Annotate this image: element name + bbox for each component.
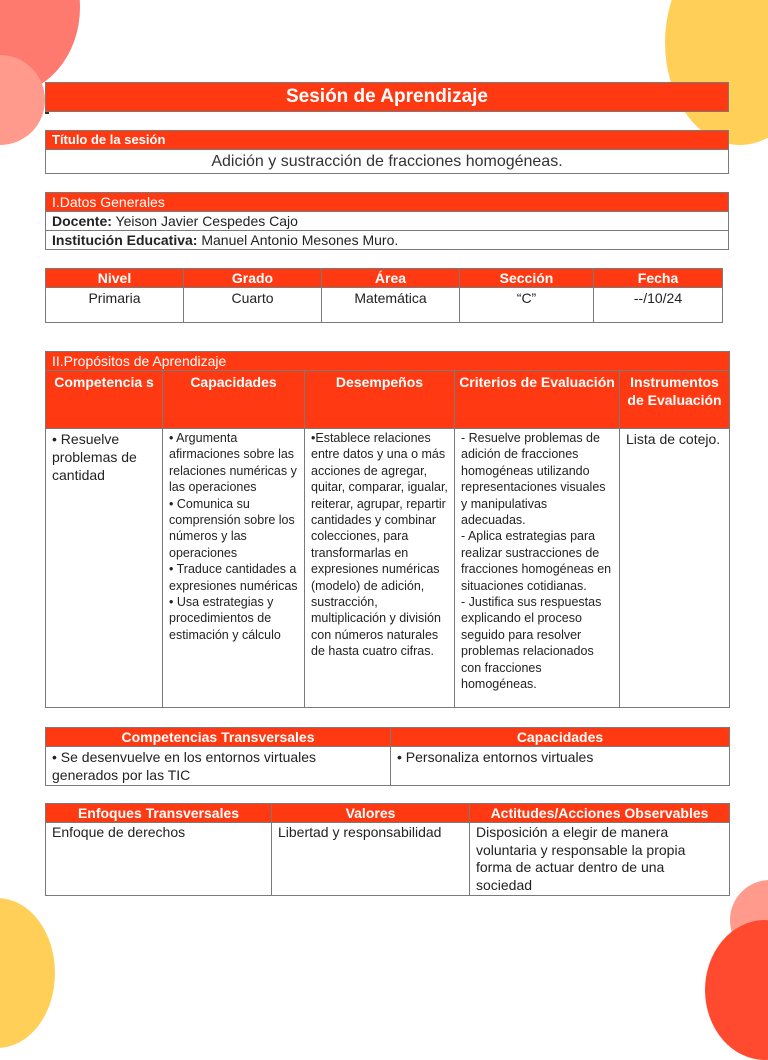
approaches-enfoque-cell: Enfoque de derechos [46,823,272,896]
info-value-seccion: “C” [460,288,594,323]
decorative-blob [665,0,768,145]
transversal-capacidad-cell: • Personaliza entornos virtuales [391,747,730,786]
purposes-header-criterios: Criterios de Evaluación [455,371,620,429]
criterio-item: - Resuelve problemas de adición de fracciones homogéneas utilizando representaciones visuales y manipulativas adecuadas. [461,431,606,528]
teacher-row [46,212,729,231]
info-header-fecha: Fecha [594,269,723,288]
info-header-area: Área [322,269,460,288]
text-cursor-mark [45,112,49,114]
purposes-header-capacidades: Capacidades [163,371,305,429]
institution-label: Institución Educativa: [52,232,198,248]
info-header-grado: Grado [184,269,322,288]
capacidad-item: • Traduce cantidades a expresiones numéricas [169,562,298,593]
decorative-blob [0,898,55,1048]
transversal-header-competencias: Competencias Transversales [46,728,391,747]
purposes-header-desempenos: Desempeños [305,371,455,429]
purposes-header-instrumentos: Instrumentos de Evaluación [620,371,730,429]
learning-purposes-section [45,351,729,708]
page-title: Sesión de Aprendizaje [45,82,729,112]
criterio-item: - Aplica estrategias para realizar sustracciones de fracciones homogéneas en situaciones cotidianas. [461,529,612,593]
transversal-header-capacidades: Capacidades [391,728,730,747]
purposes-competencia-cell: • Resuelve problemas de cantidad [46,429,163,708]
info-header-seccion: Sección [460,269,594,288]
info-value-area: Matemática [322,288,460,323]
capacidad-item: • Comunica su comprensión sobre los números y las operaciones [169,496,295,560]
session-title-section [45,130,729,174]
purposes-criterios-cell [455,429,620,708]
capacidad-item: • Argumenta afirmaciones sobre las relaciones numéricas y las operaciones [169,431,297,495]
purposes-heading: II.Propósitos de Aprendizaje [46,352,730,371]
approaches-valor-cell: Libertad y responsabilidad [272,823,470,896]
approaches-header-actitudes: Actitudes/Acciones Observables [470,804,730,823]
info-value-nivel: Primaria [46,288,184,323]
info-value-fecha: --/10/24 [594,288,723,323]
purposes-desempenos-cell: •Establece relaciones entre datos y una o más acciones de agregar, quitar, comparar, igualar, reiterar, agrupar, repartir cantidades y combinar colecciones, para transformarlas en expresiones numéricas (modelo) de adición, sustracción, multiplicación y división con números naturales de hasta cuatro cifras. [305,429,455,708]
general-data-section [45,192,729,250]
capacidad-item: • Usa estrategias y procedimientos de estimación y cálculo [169,595,281,642]
approaches-header-enfoques: Enfoques Transversales [46,804,272,823]
transversal-competencies-table [45,727,729,786]
approaches-actitud-cell: Disposición a elegir de manera voluntaria y responsable la propia forma de actuar dentro de una sociedad [470,823,730,896]
approaches-table [45,803,729,896]
transversal-competencia-cell: • Se desenvuelve en los entornos virtuales generados por las TIC [46,747,391,786]
purposes-instrumentos-cell: Lista de cotejo. [620,429,730,708]
teacher-value: Yeison Javier Cespedes Cajo [115,213,298,229]
approaches-header-valores: Valores [272,804,470,823]
decorative-blob [705,920,768,1060]
purposes-capacidades-cell [163,429,305,708]
info-header-nivel: Nivel [46,269,184,288]
teacher-label: Docente: [52,213,112,229]
session-title-value: Adición y sustracción de fracciones homogéneas. [46,150,729,174]
criterio-item: - Justifica sus respuestas explicando el proceso seguido para resolver problemas relacionados con fracciones homogéneas. [461,595,602,692]
session-title-label: Título de la sesión [46,131,729,150]
info-value-grado: Cuarto [184,288,322,323]
institution-value: Manuel Antonio Mesones Muro. [201,232,399,248]
institution-row [46,231,729,250]
info-table [45,268,722,323]
general-data-heading: I.Datos Generales [46,193,729,212]
purposes-header-competencias: Competencia s [46,371,163,429]
